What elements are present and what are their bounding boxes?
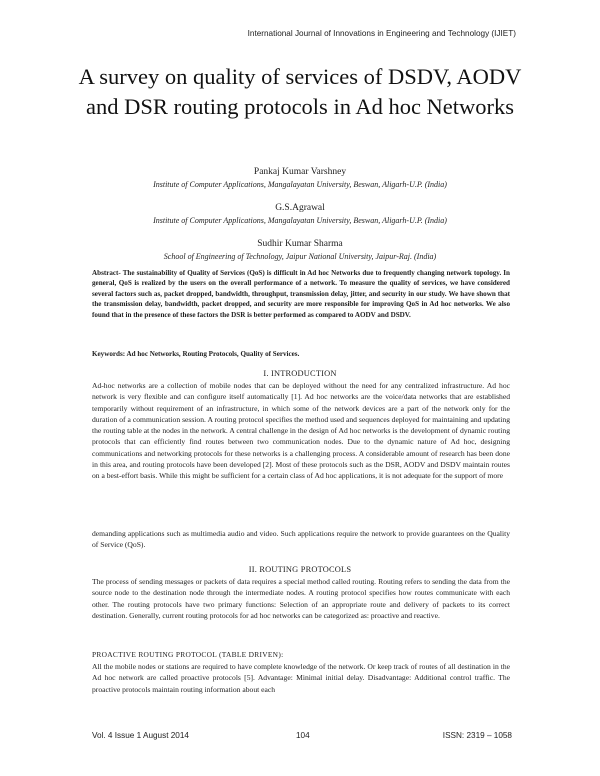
author-name: Pankaj Kumar Varshney (253, 167, 347, 177)
section-heading-routing-protocols: II. ROUTING PROTOCOLS (248, 565, 352, 574)
section-heading-introduction: I. INTRODUCTION (263, 369, 337, 378)
author-name: G.S.Agrawal (275, 203, 325, 213)
footer-page-number: 104 (296, 731, 310, 740)
subheading-proactive-routing: PROACTIVE ROUTING PROTOCOL (TABLE DRIVEN): (92, 650, 284, 659)
keywords: Keywords: Ad hoc Networks, Routing Protocols, Quality of Services. (92, 350, 300, 358)
routing-protocols-paragraph: The process of sending messages or packets of data requires a special method called routing. Routing refers to sending the data from the source node to the destination node through the intermediate nodes. A routing protocol specifies how routes communicate with each other. The routing protocols have two primary functions: Selection of an appropriate route and delivery of packets to its correct destination. Generally, current routing protocols for ad hoc networks can be categorized as: proactive and reactive. (92, 577, 510, 620)
author-affiliation: School of Engineering of Technology, Jaipur National University, Jaipur-Raj. (India) (163, 252, 437, 261)
author-affiliation: Institute of Computer Applications, Mangalayatan University, Beswan, Aligarh-U.P. (India) (153, 180, 447, 189)
footer-volume: Vol. 4 Issue 1 August 2014 (92, 731, 189, 740)
author-name: Sudhir Kumar Sharma (257, 239, 343, 249)
introduction-paragraph: Ad-hoc networks are a collection of mobile nodes that can be deployed without the need for any centralized infrastructure. Ad hoc network is very flexible and can configure itself automatically [1]. Ad hoc networks are the voice/data networks that are established temporarily without requirement of an infrastructure, in which some of the network devices are a part of the network only for the duration of a communication session. A routing protocol specifies the method used and sequences deployed for maintaining and updating the routing table at the nodes in the network. A central challenge in the design of Ad hoc networks is the development of dynamic routing protocols that can efficiently find routes between two communication nodes. Due to the dynamic nature of Ad hoc, designing communications and networking protocols for these networks is a challenging process. A considerable amount of research has been done in this area, and routing protocols have been developed [2]. Most of these protocols such as the DSR, AODV and DSDV maintain routes on a best-effort basis. While this might be sufficient for a certain class of Ad hoc applications, it is not adequate for the support of more (92, 381, 510, 481)
footer-issn: ISSN: 2319 – 1058 (442, 731, 512, 740)
proactive-routing-paragraph: All the mobile nodes or stations are required to have complete knowledge of the network. Or keep track of routes of all destination in the Ad hoc network are called proactive protocols [5]. Advantage: Minimal initial delay. Disadvantage: Additional control traffic. The proactive protocols maintain routing information about each (92, 662, 510, 694)
author-affiliation: Institute of Computer Applications, Mangalayatan University, Beswan, Aligarh-U.P. (India) (153, 216, 447, 225)
abstract: Abstract- The sustainability of Quality of Services (QoS) is difficult in Ad hoc Networks due to frequently changing network topology. In general, QoS is realized by the users on the overall performance of a network. To measure the quality of services, we have considered several factors such as, packet dropped, bandwidth, throughput, transmission delay, jitter, and security in our study. We have shown that the transmission delay, bandwidth, packet dropped, and security are more responsible for improving QoS in Ad hoc networks. We also found that in the presence of these factors the DSR is better performed as compared to AODV and DSDV. (92, 269, 510, 319)
introduction-paragraph-continued: demanding applications such as multimedia audio and video. Such applications require the network to provide guarantees on the Quality of Service (QoS). (92, 529, 510, 550)
journal-header: International Journal of Innovations in Engineering and Technology (IJIET) (247, 29, 516, 38)
paper-title: A survey on quality of services of DSDV, AODV and DSR routing protocols in Ad hoc Networks (78, 64, 522, 119)
